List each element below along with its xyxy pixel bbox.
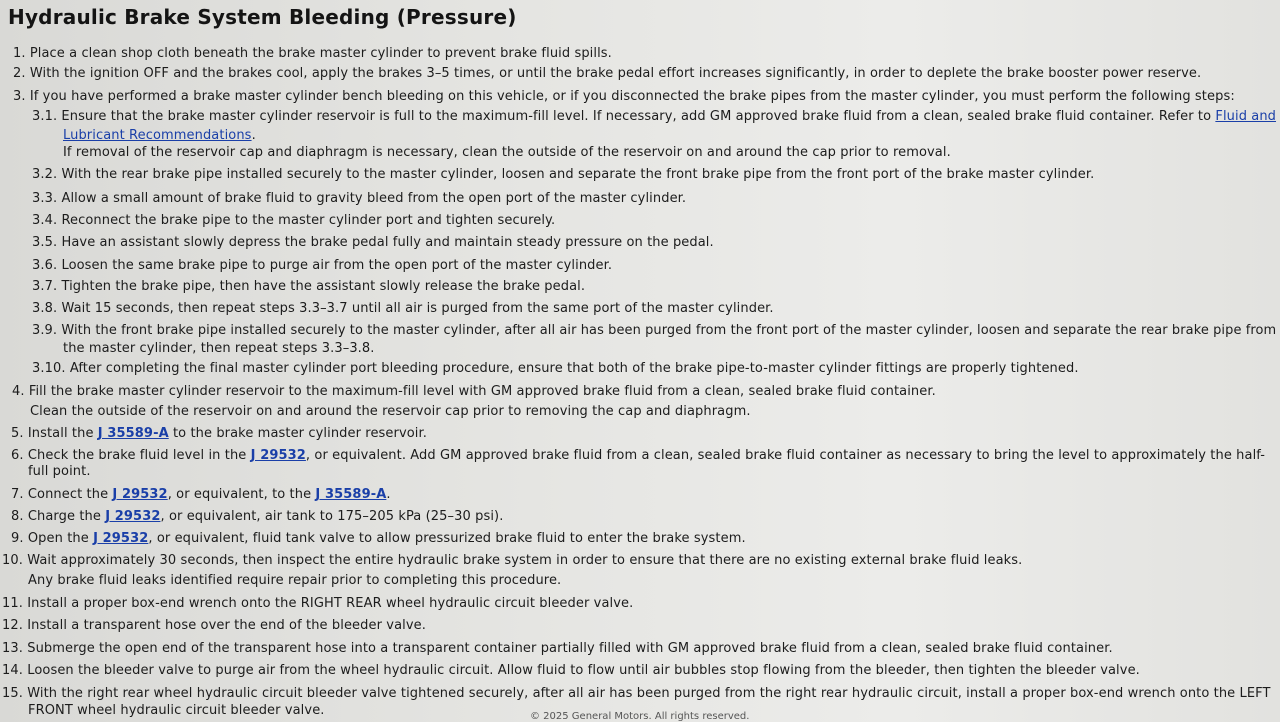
step-number: 3.4.: [32, 213, 58, 228]
step-6-cont: full point.: [28, 464, 91, 479]
step-3-4: [32, 213, 555, 229]
step-number: 5.: [11, 426, 24, 441]
step-number: 8.: [11, 509, 24, 524]
step-text: , or equivalent, fluid tank valve to allow pressurized brake fluid to enter the brake system.: [148, 531, 746, 546]
step-1: [13, 46, 612, 62]
step-text: Fill the brake master cylinder reservoir to the maximum-fill level with GM approved brake fluid from a clean, sealed brake fluid container.: [28, 384, 936, 399]
step-text: .: [386, 487, 391, 502]
step-10-note: Any brake fluid leaks identified require repair prior to completing this procedure.: [28, 573, 562, 588]
step-number: 3.7.: [32, 279, 58, 294]
step-text: Submerge the open end of the transparent hose into a transparent container partially filled with GM approved brake fluid from a clean, sealed brake fluid container.: [27, 641, 1113, 656]
step-text: Loosen the same brake pipe to purge air from the open port of the master cylinder.: [61, 258, 613, 273]
step-9: [11, 531, 746, 547]
step-15: [2, 686, 1271, 702]
step-2: [13, 66, 1201, 82]
step-3-1-cont: [63, 128, 256, 144]
step-text: Ensure that the brake master cylinder reservoir is full to the maximum-fill level. If necessary, add GM approved brake fluid from a clean, sealed brake fluid container. Refer to: [61, 109, 1216, 124]
step-number: 12.: [2, 618, 23, 633]
step-3-5: [32, 235, 714, 251]
step-4: [12, 384, 936, 400]
fluid-recommendations-link-cont[interactable]: Lubricant Recommendations: [63, 128, 252, 143]
j29532-link[interactable]: J 29532: [112, 487, 168, 502]
step-text: Install a proper box-end wrench onto the RIGHT REAR wheel hydraulic circuit bleeder valve.: [27, 596, 634, 611]
step-number: 3.5.: [32, 235, 58, 250]
fluid-recommendations-link[interactable]: Fluid and: [1215, 109, 1277, 124]
step-3-2: [32, 167, 1094, 183]
j35589a-link[interactable]: J 35589-A: [315, 487, 387, 502]
step-text: to the brake master cylinder reservoir.: [168, 426, 427, 441]
step-text: Open the: [27, 531, 94, 546]
step-text: Check the brake fluid level in the: [27, 448, 251, 463]
j29532-link[interactable]: J 29532: [105, 509, 161, 524]
step-3-7: [32, 279, 585, 295]
step-number: 4.: [12, 384, 25, 399]
step-3-9-cont: the master cylinder, then repeat steps 3.3–3.8.: [63, 341, 375, 356]
step-3-3: [32, 191, 686, 207]
step-number: 1.: [13, 46, 26, 61]
step-3-6: [32, 258, 612, 274]
step-3-8: [32, 301, 774, 317]
step-6: [11, 448, 1265, 464]
step-text: , or equivalent. Add GM approved brake fluid from a clean, sealed brake fluid container as necessary to bring the level to approximately the half-: [305, 448, 1266, 463]
step-number: 9.: [11, 531, 24, 546]
step-number: 14.: [2, 663, 23, 678]
step-15-cont: FRONT wheel hydraulic circuit bleeder valve.: [28, 703, 325, 718]
step-text: , or equivalent, air tank to 175–205 kPa (25–30 psi).: [160, 509, 504, 524]
step-3-1: [32, 109, 1276, 125]
step-number: 3.1.: [32, 109, 58, 124]
step-number: 10.: [2, 553, 23, 568]
step-text: With the front brake pipe installed securely to the master cylinder, after all air has been purged from the front port of the master cylinder, loosen and separate the rear brake pipe from: [61, 323, 1277, 338]
step-text: Connect the: [27, 487, 113, 502]
step-number: 3.: [13, 89, 26, 104]
step-13: [2, 641, 1113, 657]
step-number: 11.: [2, 596, 23, 611]
step-number: 3.3.: [32, 191, 58, 206]
step-text: Charge the: [27, 509, 106, 524]
step-text: Reconnect the brake pipe to the master cylinder port and tighten securely.: [61, 213, 556, 228]
step-text: Install the: [27, 426, 98, 441]
copyright-footer: © 2025 General Motors. All rights reserved.: [530, 711, 750, 722]
j29532-link[interactable]: J 29532: [250, 448, 306, 463]
step-text: , or equivalent, to the: [167, 487, 316, 502]
step-text: With the rear brake pipe installed securely to the master cylinder, loosen and separate the front brake pipe from the front port of the brake master cylinder.: [61, 167, 1095, 182]
step-number: 13.: [2, 641, 23, 656]
step-number: 7.: [11, 487, 24, 502]
step-text: Wait approximately 30 seconds, then inspect the entire hydraulic brake system in order to ensure that there are no existing external brake fluid leaks.: [27, 553, 1023, 568]
step-3-9: [32, 323, 1276, 339]
step-number: 3.9.: [32, 323, 58, 338]
step-3: [13, 89, 1235, 105]
step-3-10: [32, 361, 1079, 377]
step-number: 2.: [13, 66, 26, 81]
step-number: 3.6.: [32, 258, 58, 273]
step-text: Tighten the brake pipe, then have the assistant slowly release the brake pedal.: [61, 279, 586, 294]
step-8: [11, 509, 503, 525]
step-10: [2, 553, 1022, 569]
step-text: Have an assistant slowly depress the brake pedal fully and maintain steady pressure on the pedal.: [61, 235, 714, 250]
step-text: Allow a small amount of brake fluid to gravity bleed from the open port of the master cylinder.: [61, 191, 687, 206]
step-5: [11, 426, 427, 442]
step-text: After completing the final master cylinder port bleeding procedure, ensure that both of the brake pipe-to-master cylinder fittings are properly tightened.: [69, 361, 1079, 376]
step-text: Install a transparent hose over the end of the bleeder valve.: [27, 618, 426, 633]
step-14: [2, 663, 1140, 679]
step-3-1-note: If removal of the reservoir cap and diaphragm is necessary, clean the outside of the reservoir on and around the cap prior to removal.: [63, 145, 951, 160]
step-4-note: Clean the outside of the reservoir on and around the reservoir cap prior to removing the cap and diaphragm.: [30, 404, 751, 419]
step-7: [11, 487, 391, 503]
j29532-link[interactable]: J 29532: [93, 531, 149, 546]
page-title: Hydraulic Brake System Bleeding (Pressure): [8, 5, 517, 29]
step-text: .: [251, 128, 256, 143]
step-text: Place a clean shop cloth beneath the brake master cylinder to prevent brake fluid spills.: [29, 46, 612, 61]
j35589a-link[interactable]: J 35589-A: [97, 426, 169, 441]
step-12: [2, 618, 426, 634]
step-text: With the right rear wheel hydraulic circuit bleeder valve tightened securely, after all air has been purged from the right rear hydraulic circuit, install a proper box-end wrench onto the LEFT: [27, 686, 1271, 701]
step-number: 6.: [11, 448, 24, 463]
step-text: Loosen the bleeder valve to purge air from the wheel hydraulic circuit. Allow fluid to flow until air bubbles stop flowing from the bleeder, then tighten the bleeder valve.: [27, 663, 1140, 678]
step-text: If you have performed a brake master cylinder bench bleeding on this vehicle, or if you disconnected the brake pipes from the master cylinder, you must perform the following steps:: [29, 89, 1235, 104]
step-number: 15.: [2, 686, 23, 701]
step-text: Wait 15 seconds, then repeat steps 3.3–3.7 until all air is purged from the same port of the master cylinder.: [61, 301, 774, 316]
step-number: 3.2.: [32, 167, 58, 182]
step-text: With the ignition OFF and the brakes cool, apply the brakes 3–5 times, or until the brake pedal effort increases significantly, in order to deplete the brake booster power reserve.: [29, 66, 1202, 81]
step-11: [2, 596, 633, 612]
step-number: 3.8.: [32, 301, 58, 316]
step-number: 3.10.: [32, 361, 66, 376]
